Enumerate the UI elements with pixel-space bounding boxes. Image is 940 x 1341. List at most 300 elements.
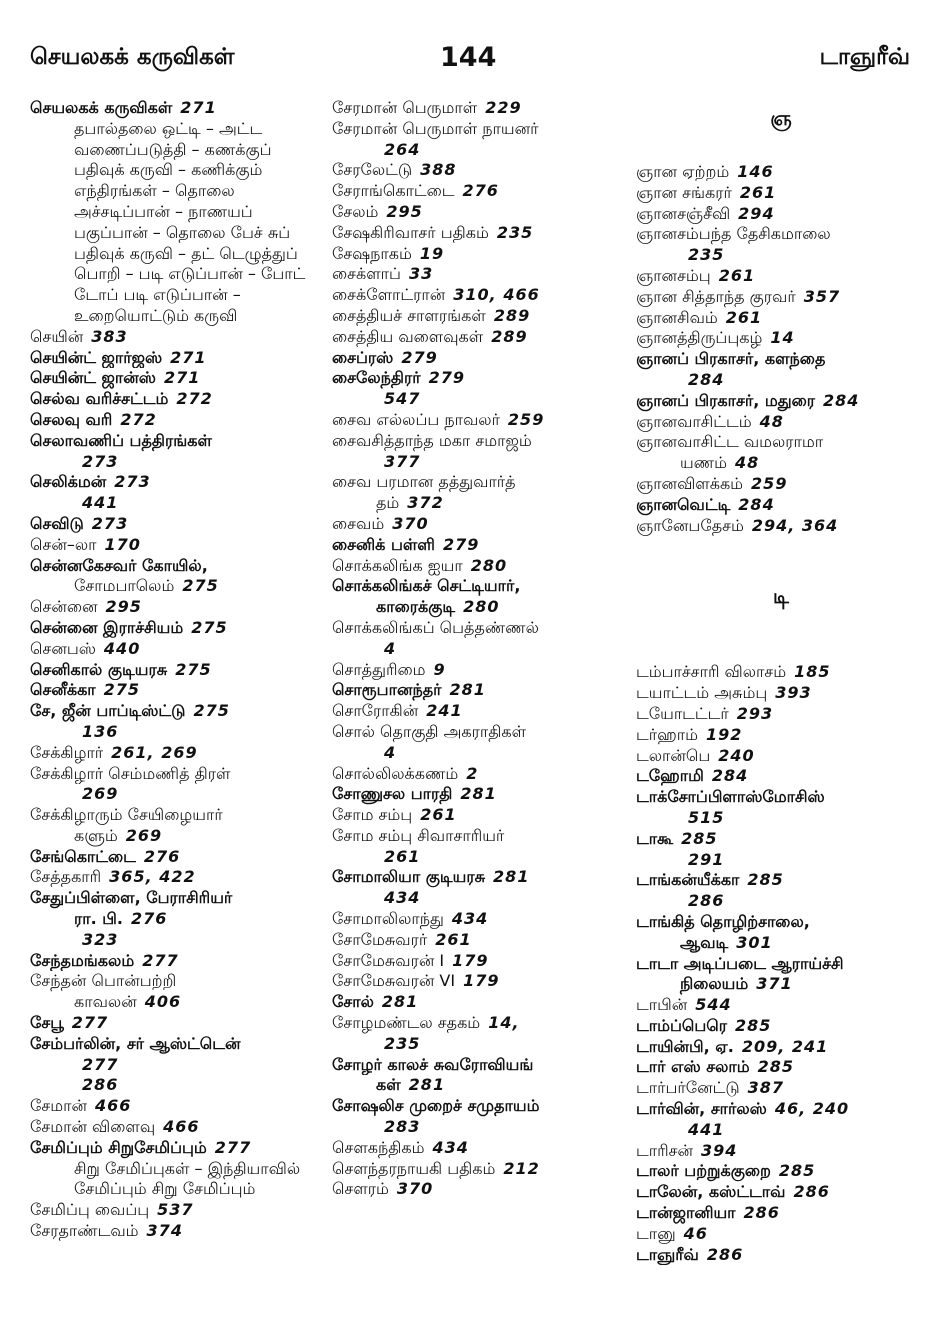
index-entry (332, 784, 627, 805)
index-entry (30, 784, 320, 805)
index-entry (636, 1245, 926, 1266)
entry-term: சேக்கிழார் (30, 742, 104, 762)
entry-term: டாக்சோப்பிளாஸ்மோசிஸ் (636, 787, 825, 807)
entry-page-ref: 537 (157, 1200, 194, 1220)
entry-page-ref: 377 (384, 451, 421, 471)
index-entry (636, 870, 926, 891)
entry-page-ref: 235 (496, 222, 534, 242)
entry-term: டயோடட்டர் (636, 703, 729, 723)
entry-term: டார்பர்னேட்டு (636, 1078, 740, 1098)
entry-page-ref: 289 (493, 305, 531, 325)
entry-term: செலாவணிப் பத்திரங்கள் (30, 430, 212, 450)
index-entry (636, 766, 926, 787)
entry-page-ref: 286 (706, 1244, 744, 1264)
entry-page-ref: 273 (114, 472, 151, 492)
entry-term: ஆவடி (680, 932, 729, 952)
entry-term: சொக்கலிங்கப் பெத்தண்ணல் (332, 617, 539, 637)
entry-page-ref: 281 (493, 867, 530, 887)
index-entry (30, 1200, 320, 1221)
index-entry (636, 162, 926, 183)
entry-term: டஹோமி (636, 766, 704, 786)
index-entry (332, 660, 627, 681)
index-entry (30, 909, 320, 930)
entry-page-ref: 544 (695, 995, 732, 1015)
entry-term: செயின்ட் ஜார்ஜஸ் (30, 347, 163, 367)
index-entry (636, 308, 926, 329)
entry-term: சொல்லிலக்கணம் (332, 763, 459, 783)
index-entry (636, 245, 926, 266)
entry-term: சோம சம்பு சிவாசாரியர் (332, 825, 505, 845)
index-entry (636, 1016, 926, 1037)
entry-page-ref: 440 (103, 638, 141, 658)
entry-term: சௌகந்திகம் (332, 1137, 425, 1157)
entry-page-ref: 259 (751, 473, 788, 493)
index-entry (30, 472, 320, 493)
index-entry (636, 954, 926, 975)
entry-term: டயாட்டம் அசும்பு (636, 683, 768, 703)
index-entry (30, 1034, 320, 1055)
entry-term: சைவ எல்லப்ப நாவலர் (332, 409, 500, 429)
index-entry (636, 746, 926, 767)
entry-term: நிலையம் (680, 974, 749, 994)
entry-term: சேரமான் பெருமாள் நாயனர் (332, 118, 539, 138)
entry-term: சேத்தகாரி (30, 867, 102, 887)
index-entry (30, 805, 320, 826)
index-entry (636, 224, 926, 245)
index-entry (30, 327, 320, 348)
entry-page-ref: 46 (683, 1223, 708, 1243)
entry-page-ref: 276 (130, 909, 168, 929)
entry-term: ஞானவிளக்கம் (636, 473, 744, 493)
entry-term: சோமபாலெம் (74, 576, 175, 596)
index-entry (332, 389, 627, 410)
entry-term: சென்னை இராச்சியம் (30, 617, 184, 637)
index-entry (332, 930, 627, 951)
index-entry (332, 618, 627, 639)
entry-term: ஞானசம்பந்த தேசிகமாலை (636, 224, 831, 244)
entry-term: தம் (376, 493, 400, 513)
entry-page-ref: 264 (384, 139, 421, 159)
entry-term: சௌந்தரநாயகி பதிகம் (332, 1158, 496, 1178)
index-entry (30, 951, 320, 972)
index-entry (636, 891, 926, 912)
index-entry (636, 1224, 926, 1245)
entry-term: சேதுப்பிள்ளை, பேராசிரியர் (30, 888, 233, 908)
entry-page-ref: 371 (756, 974, 793, 994)
entry-page-ref: 301 (736, 932, 773, 952)
entry-page-ref: 370 (396, 1179, 434, 1199)
entry-page-ref: 277 (214, 1137, 252, 1157)
entry-page-ref: 279 (401, 347, 438, 367)
entry-page-ref: 284 (738, 494, 775, 514)
entry-term: சொக்கலிங்க ஐயா (332, 555, 463, 575)
index-entry (30, 680, 320, 701)
entry-page-ref: 388 (420, 160, 457, 180)
index-entry (636, 183, 926, 204)
index-entry (636, 704, 926, 725)
index-entry (30, 639, 320, 660)
index-entry (332, 431, 627, 452)
entry-page-ref: 261 (725, 307, 763, 327)
entry-page-ref: 393 (775, 683, 812, 703)
entry-term: டாலேன், கஸ்ட்டாவ் (636, 1182, 786, 1202)
entry-term: தபால்தலை ஒட்டி – அட்ட வணைப்படுத்தி – கணக்குப் பதிவுக் கருவி – கணிக்கும் எந்திரங்கள் – தொலை அச்சடிப்பான் – நாணயப் பகுப்பான் – தொலை பேச் சுப் பதிவுக் கருவி – தட் டெழுத்துப் பொறி – படி எடுப்பான் – போட் டோப் படி எடுப்பான் – உறையொட்டும் கருவி (74, 118, 306, 325)
entry-term: ஞான சங்கரர் (636, 182, 732, 202)
entry-term: சைவம் (332, 513, 385, 533)
entry-term: சென்னை (30, 597, 98, 617)
entry-page-ref: 285 (757, 1057, 795, 1077)
index-entry (332, 639, 627, 660)
entry-page-ref: 48 (734, 453, 760, 473)
index-entry (636, 349, 926, 370)
entry-term: சொக்கலிங்கச் செட்டியார், (332, 576, 521, 596)
index-entry (636, 1037, 926, 1058)
entry-page-ref: 14 (770, 328, 795, 348)
index-entry (30, 597, 320, 618)
entry-page-ref: 275 (191, 617, 228, 637)
index-entry (30, 431, 320, 452)
index-entry (332, 452, 627, 473)
entry-term: களும் (74, 825, 118, 845)
entry-term: சேம்பர்லின், சர் ஆஸ்ட்டென் (30, 1033, 241, 1053)
entry-term: ஞானேபதேசம் (636, 515, 744, 535)
entry-term: சேமான் (30, 1096, 87, 1116)
entry-page-ref: 277 (71, 1013, 109, 1033)
index-entry (30, 348, 320, 369)
entry-page-ref: 275 (175, 659, 212, 679)
entry-page-ref: 283 (384, 1117, 421, 1137)
entry-term: சொத்துரிமை (332, 659, 426, 679)
index-entry (636, 328, 926, 349)
index-column-1 (30, 98, 320, 1242)
index-entry (332, 576, 627, 597)
entry-page-ref: 357 (803, 286, 841, 306)
entry-term: சேந்தமங்கலம் (30, 950, 135, 970)
entry-page-ref: 466 (163, 1117, 200, 1137)
entry-page-ref: 240 (718, 745, 755, 765)
index-entry (332, 1096, 627, 1117)
index-entry (332, 805, 627, 826)
entry-page-ref: 271 (180, 98, 217, 117)
index-entry (30, 867, 320, 888)
index-entry (636, 516, 926, 537)
index-entry (30, 764, 320, 785)
index-entry (332, 514, 627, 535)
index-entry (332, 1075, 627, 1096)
index-entry (332, 119, 627, 140)
page-header (30, 44, 910, 84)
index-entry (332, 971, 627, 992)
index-entry (30, 930, 320, 951)
entry-page-ref: 515 (688, 807, 725, 827)
entry-page-ref: 277 (82, 1054, 119, 1074)
entry-page-ref: 229 (485, 98, 522, 117)
entry-page-ref: 271 (170, 347, 207, 367)
entry-page-ref: 294 (738, 203, 775, 223)
index-column-2 (332, 98, 627, 1200)
entry-term: சேலம் (332, 201, 379, 221)
index-entry (30, 119, 320, 327)
entry-page-ref: 146 (737, 162, 774, 181)
index-entry (30, 1096, 320, 1117)
index-entry (30, 1138, 320, 1159)
entry-page-ref: 286 (82, 1075, 119, 1095)
entry-term: சைவசித்தாந்த மகா சமாஜம் (332, 430, 532, 450)
entry-page-ref: 441 (82, 493, 119, 513)
entry-term: சைனிக் பள்ளி (332, 534, 435, 554)
entry-page-ref: 293 (736, 703, 774, 723)
index-entry (30, 1221, 320, 1242)
index-entry (636, 287, 926, 308)
entry-page-ref: 294, 364 (751, 515, 839, 535)
entry-term: செனீக்கா (30, 680, 96, 700)
entry-term: டாம்ப்பெரெ (636, 1015, 727, 1035)
entry-term: செல்வ வரிச்சட்டம் (30, 389, 169, 409)
entry-page-ref: 179 (463, 971, 500, 991)
entry-term: ஞான ஏற்றம் (636, 162, 730, 181)
index-entry (636, 912, 926, 933)
index-entry (636, 432, 926, 453)
entry-page-ref: 2 (466, 763, 479, 783)
index-entry (636, 995, 926, 1016)
index-entry (636, 1203, 926, 1224)
entry-page-ref: 261 (384, 846, 421, 866)
entry-page-ref: 285 (734, 1015, 772, 1035)
entry-term: ஞானசஞ்சீவி (636, 203, 731, 223)
entry-page-ref: 310, 466 (453, 285, 540, 305)
index-entry (332, 992, 627, 1013)
entry-term: சொரூபானந்தர் (332, 680, 442, 700)
entry-term: டார்வின், சார்லஸ் (636, 1099, 767, 1119)
index-entry (30, 701, 320, 722)
entry-term: டானு (636, 1223, 676, 1243)
entry-term: சைத்தியச் சாளரங்கள் (332, 305, 486, 325)
index-entry (636, 391, 926, 412)
entry-page-ref: 285 (747, 870, 784, 890)
index-entry (332, 327, 627, 348)
entry-page-ref: 275 (193, 701, 230, 721)
entry-page-ref: 48 (759, 411, 784, 431)
entry-page-ref: 269 (82, 784, 119, 804)
entry-term: ஞான சித்தாந்த குரவர் (636, 286, 796, 306)
entry-term: சைவ பரமான தத்துவார்த் (332, 472, 516, 492)
index-section-ta (636, 662, 926, 1265)
entry-page-ref: 383 (91, 326, 128, 346)
section-letter-ta: டி (773, 584, 789, 609)
entry-term: செயின்ட் ஜான்ஸ் (30, 368, 156, 388)
entry-term: ஞானவாசிட்ட வமலராமா (636, 432, 824, 452)
index-entry (30, 826, 320, 847)
index-entry (636, 1161, 926, 1182)
entry-term: ஞானவாசிட்டம் (636, 411, 752, 431)
entry-page-ref: 289 (491, 326, 528, 346)
index-entry (30, 98, 320, 119)
entry-term: சோமேசுவரன் VI (332, 971, 456, 991)
entry-term: செனபஸ் (30, 638, 96, 658)
index-entry (636, 1120, 926, 1141)
entry-page-ref: 261, 269 (111, 742, 198, 762)
index-entry (332, 98, 627, 119)
index-entry (636, 1141, 926, 1162)
entry-page-ref: 276 (143, 846, 181, 866)
entry-term: சௌரம் (332, 1179, 389, 1199)
entry-term: டாஞுரீவ் (636, 1244, 699, 1264)
entry-term: செயின் (30, 326, 84, 346)
index-entry (332, 223, 627, 244)
index-entry (30, 1055, 320, 1076)
entry-term: சேராங்கொட்டை (332, 181, 455, 201)
entry-page-ref: 14, (488, 1013, 520, 1033)
entry-term: சேமிப்பு வைப்பு (30, 1200, 150, 1220)
entry-term: சென்னகேசவர் கோயில், (30, 555, 208, 575)
entry-page-ref: 374 (146, 1221, 183, 1241)
index-entry (636, 453, 926, 474)
entry-page-ref: 281 (381, 992, 419, 1012)
index-entry (30, 514, 320, 535)
entry-term: ஞானப் பிரகாசர், களந்தை (636, 349, 826, 369)
index-entry (30, 368, 320, 389)
entry-page-ref: 370 (392, 513, 429, 533)
entry-term: சோணுசல பாரதி (332, 784, 453, 804)
entry-term: சொரோகின் (332, 701, 419, 721)
entry-page-ref: 279 (428, 368, 466, 388)
entry-term: சோம சம்பு (332, 805, 413, 825)
index-entry (636, 808, 926, 829)
entry-term: சோழர் காலச் சுவரோவியங் (332, 1054, 534, 1074)
entry-page-ref: 284 (711, 766, 749, 786)
index-entry (332, 764, 627, 785)
entry-term: சேமிப்பும் சிறுசேமிப்பும் (30, 1137, 207, 1157)
index-entry (636, 662, 926, 683)
entry-term: டாபின் (636, 995, 688, 1015)
entry-page-ref: 19 (419, 243, 445, 263)
index-entry (332, 701, 627, 722)
entry-term: சோமாலியா குடியரசு (332, 867, 486, 887)
entry-term: கள் (376, 1075, 401, 1095)
index-entry (30, 410, 320, 431)
entry-page-ref: 185 (794, 662, 831, 682)
entry-page-ref: 261 (435, 929, 472, 949)
index-entry (332, 847, 627, 868)
index-entry (332, 244, 627, 265)
entry-page-ref: 192 (705, 724, 743, 744)
entry-page-ref: 235 (384, 1033, 421, 1053)
index-entry (30, 452, 320, 473)
entry-page-ref: 272 (120, 409, 157, 429)
entry-page-ref: 235 (688, 245, 725, 265)
index-entry (636, 1182, 926, 1203)
entry-page-ref: 271 (163, 368, 201, 388)
entry-page-ref: 4 (384, 742, 397, 762)
entry-page-ref: 4 (384, 638, 397, 658)
index-entry (332, 368, 627, 389)
entry-page-ref: 9 (433, 659, 446, 679)
entry-term: சேரதாண்டவம் (30, 1221, 139, 1241)
index-entry (332, 1179, 627, 1200)
index-entry (636, 474, 926, 495)
entry-term: டாடா அடிப்படை ஆராய்ச்சி (636, 953, 844, 973)
index-entry (636, 787, 926, 808)
entry-page-ref: 179 (452, 950, 489, 970)
entry-page-ref: 280 (463, 597, 500, 617)
entry-page-ref: 212 (503, 1158, 540, 1178)
entry-term: செயலகக் கருவிகள் (30, 98, 173, 117)
index-entry (332, 1159, 627, 1180)
entry-term: செனிகால் குடியரசு (30, 659, 168, 679)
entry-page-ref: 46, 240 (774, 1099, 850, 1119)
index-column-3 (636, 98, 926, 1265)
running-head-right: டாஞுரீவ் (819, 44, 910, 70)
index-entry (30, 389, 320, 410)
index-entry (332, 1055, 627, 1076)
entry-term: சேரலேட்டு (332, 160, 413, 180)
index-entry (30, 1117, 320, 1138)
entry-page-ref: 372 (407, 493, 444, 513)
entry-term: டாங்கித் தொழிற்சாலை, (636, 911, 810, 931)
entry-page-ref: 406 (144, 992, 182, 1012)
entry-term: சோமாலிலாந்து (332, 909, 444, 929)
index-entry (636, 370, 926, 391)
index-entry (30, 722, 320, 743)
entry-page-ref: 281 (408, 1075, 446, 1095)
entry-term: சேரமான் பெருமாள் (332, 98, 478, 117)
entry-page-ref: 209, 241 (741, 1036, 829, 1056)
entry-page-ref: 261 (420, 805, 457, 825)
entry-term: டாகூ (636, 828, 674, 848)
entry-page-ref: 33 (408, 264, 434, 284)
entry-page-ref: 434 (451, 909, 489, 929)
entry-page-ref: 295 (105, 597, 142, 617)
entry-page-ref: 394 (700, 1140, 738, 1160)
entry-term: சேந்தன் பொன்பற்றி (30, 971, 177, 991)
entry-term: டலான்பெ (636, 745, 711, 765)
index-entry (332, 306, 627, 327)
entry-term: ஞானத்திருப்புகழ் (636, 328, 763, 348)
entry-term: சென்–லா (30, 534, 97, 554)
index-entry (332, 888, 627, 909)
entry-page-ref: 261 (718, 265, 756, 285)
entry-page-ref: 387 (747, 1078, 785, 1098)
entry-term: டாலர் பற்றுக்குறை (636, 1161, 771, 1181)
index-entry (30, 493, 320, 514)
entry-term: சைலேந்திரர் (332, 368, 421, 388)
entry-page-ref: 286 (743, 1203, 780, 1223)
index-entry (332, 597, 627, 618)
entry-page-ref: 170 (104, 534, 141, 554)
entry-term: காவலன் (74, 992, 137, 1012)
entry-page-ref: 434 (384, 888, 421, 908)
index-entry (332, 472, 627, 493)
index-entry (30, 847, 320, 868)
entry-page-ref: 241 (426, 701, 463, 721)
index-entry (332, 556, 627, 577)
index-entry (332, 181, 627, 202)
entry-term: சேமான் விளைவு (30, 1117, 156, 1137)
entry-page-ref: 279 (442, 534, 480, 554)
index-entry (332, 743, 627, 764)
entry-page-ref: 291 (688, 849, 725, 869)
index-entry (332, 285, 627, 306)
entry-page-ref: 275 (103, 680, 141, 700)
entry-term: சோழமண்டல சதகம் (332, 1013, 481, 1033)
index-entry (332, 535, 627, 556)
entry-term: சோமேசுவரர் (332, 929, 428, 949)
index-entry (636, 1099, 926, 1120)
index-entry (636, 974, 926, 995)
entry-page-ref: 365, 422 (109, 867, 196, 887)
entry-term: ஞானசிவம் (636, 307, 718, 327)
entry-term: சைக்ளோட்ரான் (332, 285, 446, 305)
